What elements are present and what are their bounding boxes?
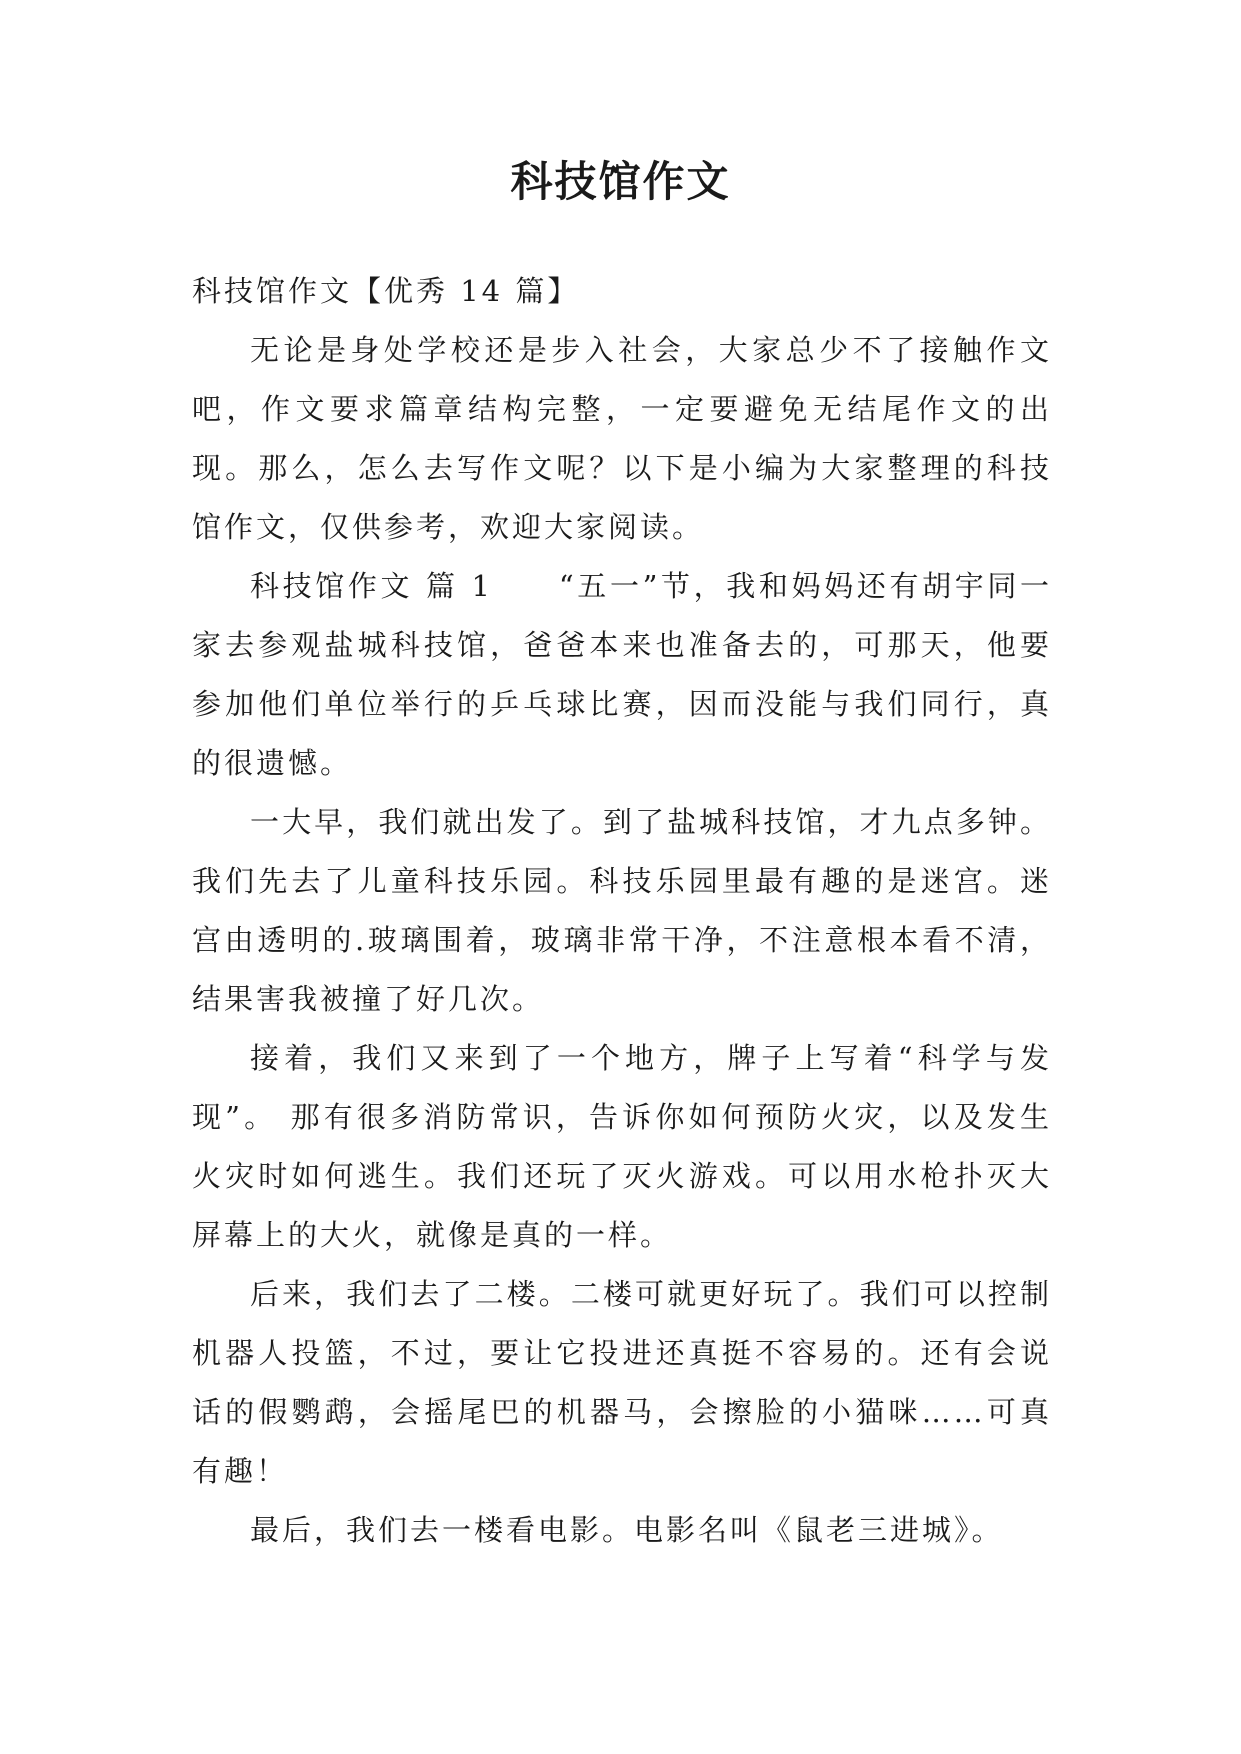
- document-subtitle: 科技馆作文【优秀 14 篇】: [192, 274, 580, 308]
- paragraph-essay-1-start: 科技馆作文 篇 1 “五一”节，我和妈妈还有胡宇同一家去参观盐城科技馆，爸爸本来也准备去的，可那天，他要参加他们单位举行的乒乓球比赛，因而没能与我们同行，真的很遗憾。: [192, 569, 1052, 780]
- paragraph-intro: 无论是身处学校还是步入社会，大家总少不了接触作文吧，作文要求篇章结构完整，一定要避免无结尾作文的出现。那么，怎么去写作文呢？以下是小编为大家整理的科技馆作文，仅供参考，欢迎大家阅读。: [192, 333, 1052, 544]
- paragraph-second-floor: 后来，我们去了二楼。二楼可就更好玩了。我们可以控制机器人投篮，不过，要让它投进还真挺不容易的。还有会说话的假鹦鹉，会摇尾巴的机器马，会擦脸的小猫咪……可真有趣！: [192, 1277, 1052, 1488]
- paragraph-morning: 一大早，我们就出发了。到了盐城科技馆，才九点多钟。我们先去了儿童科技乐园。科技乐园里最有趣的是迷宫。迷宫由透明的.玻璃围着，玻璃非常干净，不注意根本看不清，结果害我被撞了好几次。: [192, 805, 1052, 1016]
- paragraph-science-discovery: 接着，我们又来到了一个地方，牌子上写着“科学与发现”。 那有很多消防常识，告诉你如何预防火灾，以及发生火灾时如何逃生。我们还玩了灭火游戏。可以用水枪扑灭大屏幕上的大火，就像是真的一样。: [192, 1041, 1052, 1252]
- page-title: 科技馆作文: [510, 157, 731, 206]
- paragraph-movie: 最后，我们去一楼看电影。电影名叫《鼠老三进城》。: [250, 1513, 1004, 1547]
- document-body: [192, 262, 1052, 1560]
